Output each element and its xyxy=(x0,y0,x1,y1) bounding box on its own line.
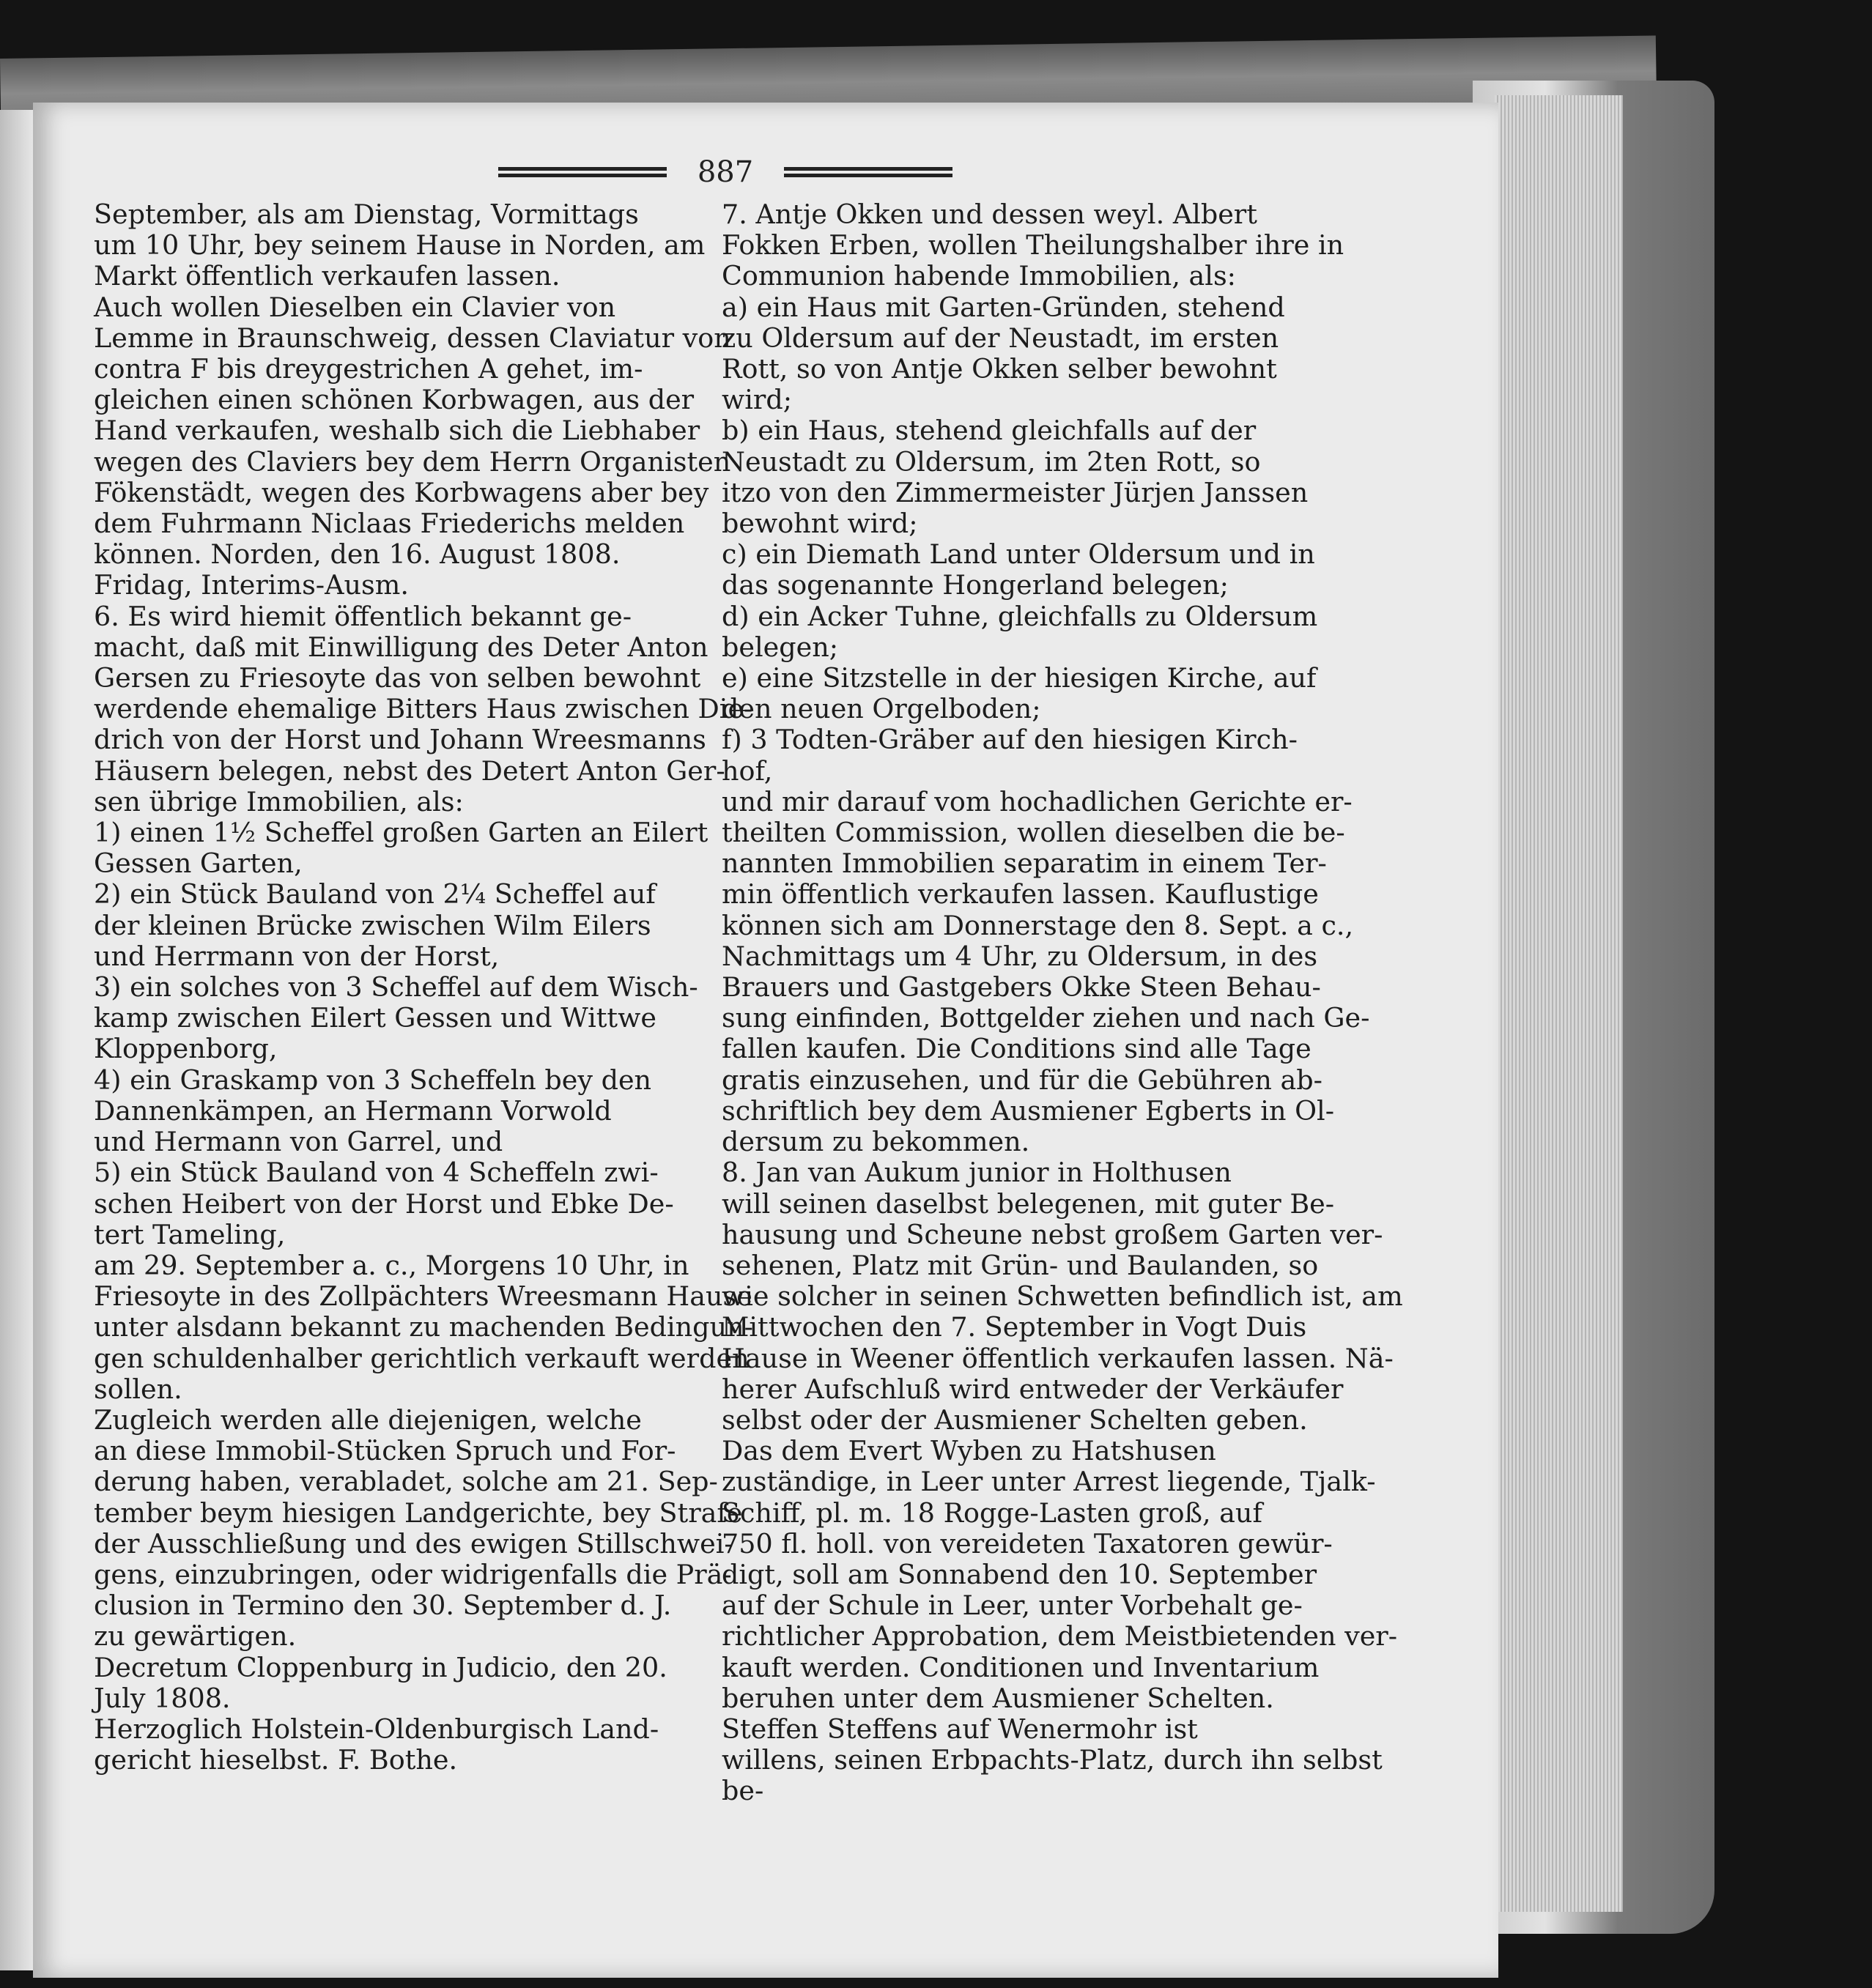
left-column-line: 6. Es wird hiemit öffentlich bekannt ge- xyxy=(94,600,632,632)
right-column-line: bewohnt wird; xyxy=(722,508,918,540)
right-column-line: wird; xyxy=(722,384,793,416)
right-column-line: e) eine Sitzstelle in der hiesigen Kirche, auf xyxy=(722,662,1317,694)
right-column-line: Schiff, pl. m. 18 Rogge-Lasten groß, auf xyxy=(722,1496,1262,1529)
right-column-line: Neustadt zu Oldersum, im 2ten Rott, so xyxy=(722,445,1261,478)
right-column-line: auf der Schule in Leer, unter Vorbehalt ge- xyxy=(722,1590,1303,1622)
left-column-line: um 10 Uhr, bey seinem Hause in Norden, am xyxy=(94,229,706,262)
right-column-line: können sich am Donnerstage den 8. Sept. a c., xyxy=(722,909,1354,941)
left-column-line: an diese Immobil-Stücken Spruch und For- xyxy=(94,1435,676,1467)
right-column-line: digt, soll am Sonnabend den 10. September xyxy=(722,1558,1317,1590)
header-rule-right xyxy=(784,167,952,177)
left-column-line: 3) ein solches von 3 Scheffel auf dem Wisch- xyxy=(94,971,698,1004)
left-column-line: der Ausschließung und des ewigen Stillschwei- xyxy=(94,1527,733,1559)
left-column-line: derung haben, verabladet, solche am 21. Sep- xyxy=(94,1466,718,1498)
left-column-line: macht, daß mit Einwilligung des Deter Anton xyxy=(94,631,709,663)
left-column-line: Friesoyte in des Zollpächters Wreesmann Hause xyxy=(94,1280,752,1313)
right-column-line: und mir darauf vom hochadlichen Gerichte er- xyxy=(722,785,1353,817)
right-column-line: zuständige, in Leer unter Arrest liegende, Tjalk- xyxy=(722,1466,1376,1498)
header-rule-left xyxy=(498,167,667,177)
left-column-line: am 29. September a. c., Morgens 10 Uhr, in xyxy=(94,1249,689,1281)
right-column-line: Hause in Weener öffentlich verkaufen lassen. Nä- xyxy=(722,1342,1394,1374)
right-column-line: 750 fl. holl. von vereideten Taxatoren gewür- xyxy=(722,1527,1333,1559)
right-column-line: theilten Commission, wollen dieselben die be- xyxy=(722,817,1345,849)
left-column-line: July 1808. xyxy=(94,1682,231,1714)
right-column-line: herer Aufschluß wird entweder der Verkäufer xyxy=(722,1373,1344,1405)
left-column-line: dem Fuhrmann Niclaas Friederichs melden xyxy=(94,508,685,540)
left-column-line: Herzoglich Holstein-Oldenburgisch Land- xyxy=(94,1713,659,1745)
left-column-line: sen übrige Immobilien, als: xyxy=(94,785,464,817)
page-header xyxy=(498,150,952,194)
left-column-line: Dannenkämpen, an Hermann Vorwold xyxy=(94,1094,612,1127)
left-column-line: unter alsdann bekannt zu machenden Bedingun- xyxy=(94,1311,753,1343)
right-column-line: nannten Immobilien separatim in einem Ter- xyxy=(722,848,1327,880)
right-column-line: richtlicher Approbation, dem Meistbietenden ver- xyxy=(722,1620,1398,1653)
left-column-line: Markt öffentlich verkaufen lassen. xyxy=(94,260,561,292)
left-column-line: September, als am Dienstag, Vormittags xyxy=(94,199,639,230)
left-column-line: der kleinen Brücke zwischen Wilm Eilers xyxy=(94,909,651,941)
left-column-line: Fridag, Interims-Ausm. xyxy=(94,569,409,601)
right-column-line: dersum zu bekommen. xyxy=(722,1126,1030,1158)
left-column-line: Fökenstädt, wegen des Korbwagens aber bey xyxy=(94,476,709,508)
left-column-line: 5) ein Stück Bauland von 4 Scheffeln zwi- xyxy=(94,1157,659,1189)
left-column-line: werdende ehemalige Bitters Haus zwischen Die- xyxy=(94,693,753,725)
left-column-line: kamp zwischen Eilert Gessen und Wittwe xyxy=(94,1002,656,1034)
left-column-line: Gersen zu Friesoyte das von selben bewohnt xyxy=(94,662,701,694)
right-column-line: Nachmittags um 4 Uhr, zu Oldersum, in des xyxy=(722,940,1318,972)
right-column-line: 8. Jan van Aukum junior in Holthusen xyxy=(722,1157,1232,1189)
left-column-line: gericht hieselbst. F. Bothe. xyxy=(94,1744,458,1776)
left-column-line: Hand verkaufen, weshalb sich die Liebhaber xyxy=(94,415,700,447)
left-column-line: 2) ein Stück Bauland von 2¼ Scheffel auf xyxy=(94,878,656,910)
left-column-line: gens, einzubringen, oder widrigenfalls die Prä- xyxy=(94,1558,732,1590)
right-column-line: fallen kaufen. Die Conditions sind alle Tage xyxy=(722,1033,1311,1065)
left-column-line: gen schuldenhalber gerichtlich verkauft werden xyxy=(94,1342,750,1374)
left-column-line: 1) einen 1½ Scheffel großen Garten an Eilert xyxy=(94,817,709,849)
right-column-line: den neuen Orgelboden; xyxy=(722,693,1041,725)
right-column-line: Rott, so von Antje Okken selber bewohnt xyxy=(722,353,1277,385)
left-column-line: können. Norden, den 16. August 1808. xyxy=(94,538,621,571)
right-column-line: be- xyxy=(722,1775,764,1807)
left-column-line: Decretum Cloppenburg in Judicio, den 20. xyxy=(94,1651,667,1683)
left-column-line: schen Heibert von der Horst und Ebke De- xyxy=(94,1187,674,1220)
right-column-line: gratis einzusehen, und für die Gebühren ab- xyxy=(722,1064,1322,1096)
left-column-line: und Hermann von Garrel, und xyxy=(94,1126,503,1158)
left-column-line: tember beym hiesigen Landgerichte, bey Strafe xyxy=(94,1496,743,1529)
right-column-line: min öffentlich verkaufen lassen. Kauflustige xyxy=(722,878,1319,910)
left-column-line: und Herrmann von der Horst, xyxy=(94,940,500,972)
right-column-line: f) 3 Todten-Gräber auf den hiesigen Kirch- xyxy=(722,724,1298,756)
right-column-line: will seinen daselbst belegenen, mit guter Be- xyxy=(722,1187,1335,1220)
right-column-line: Fokken Erben, wollen Theilungshalber ihre in xyxy=(722,229,1344,262)
left-column-line: Auch wollen Dieselben ein Clavier von xyxy=(94,291,616,323)
right-column-line: c) ein Diemath Land unter Oldersum und in xyxy=(722,538,1315,571)
left-column-line: Kloppenborg, xyxy=(94,1033,278,1065)
left-column-line: sollen. xyxy=(94,1373,182,1405)
left-column-line: wegen des Claviers bey dem Herrn Organisten xyxy=(94,445,731,478)
left-column-line: zu gewärtigen. xyxy=(94,1620,297,1653)
right-column-line: itzo von den Zimmermeister Jürjen Janssen xyxy=(722,476,1309,508)
right-column-line: wie solcher in seinen Schwetten befindlich ist, am xyxy=(722,1280,1403,1313)
right-column-line: beruhen unter dem Ausmiener Schelten. xyxy=(722,1682,1274,1714)
left-column-line: tert Tameling, xyxy=(94,1218,286,1250)
left-column-line: clusion in Termino den 30. September d. J. xyxy=(94,1590,672,1622)
right-column-line: sung einfinden, Bottgelder ziehen und nach Ge- xyxy=(722,1002,1370,1034)
right-column-line: das sogenannte Hongerland belegen; xyxy=(722,569,1229,601)
left-column-line: contra F bis dreygestrichen A gehet, im- xyxy=(94,353,643,385)
right-column-line: Steffen Steffens auf Wenermohr ist xyxy=(722,1713,1198,1745)
left-column-line: 4) ein Graskamp von 3 Scheffeln bey den xyxy=(94,1064,652,1096)
right-column-line: hausung und Scheune nebst großem Garten ver- xyxy=(722,1218,1383,1250)
right-column-line: schriftlich bey dem Ausmiener Egberts in Ol- xyxy=(722,1094,1335,1127)
right-column-line: d) ein Acker Tuhne, gleichfalls zu Oldersum xyxy=(722,600,1318,632)
right-column-line: b) ein Haus, stehend gleichfalls auf der xyxy=(722,415,1257,447)
page-number: 887 xyxy=(697,155,754,189)
facing-page-edge xyxy=(0,110,33,1970)
right-column-line: hof, xyxy=(722,754,773,787)
page-stack-edge xyxy=(1495,95,1623,1912)
right-column-line: Brauers und Gastgebers Okke Steen Behau- xyxy=(722,971,1321,1004)
right-column-line: zu Oldersum auf der Neustadt, im ersten xyxy=(722,322,1279,354)
left-column-line: drich von der Horst und Johann Wreesmanns xyxy=(94,724,706,756)
right-column-line: Mittwochen den 7. September in Vogt Duis xyxy=(722,1311,1307,1343)
right-column-line: sehenen, Platz mit Grün- und Baulanden, so xyxy=(722,1249,1319,1281)
left-column-line: Lemme in Braunschweig, dessen Claviatur von xyxy=(94,322,731,354)
right-column-line: Das dem Evert Wyben zu Hatshusen xyxy=(722,1435,1216,1467)
left-column-line: Gessen Garten, xyxy=(94,848,303,880)
right-column-line: belegen; xyxy=(722,631,839,663)
left-column-line: gleichen einen schönen Korbwagen, aus der xyxy=(94,384,695,416)
right-column-line: 7. Antje Okken und dessen weyl. Albert xyxy=(722,199,1257,230)
right-column-line: willens, seinen Erbpachts-Platz, durch ihn selbst xyxy=(722,1744,1383,1776)
right-column-line: Communion habende Immobilien, als: xyxy=(722,260,1236,292)
right-column-line: selbst oder der Ausmiener Schelten geben. xyxy=(722,1403,1308,1436)
right-column-line: a) ein Haus mit Garten-Gründen, stehend xyxy=(722,291,1285,323)
left-column-line: Häusern belegen, nebst des Detert Anton Ger- xyxy=(94,754,725,787)
right-text-column xyxy=(722,199,1403,1807)
right-column-line: kauft werden. Conditionen und Inventarium xyxy=(722,1651,1320,1683)
left-column-line: Zugleich werden alle diejenigen, welche xyxy=(94,1403,642,1436)
